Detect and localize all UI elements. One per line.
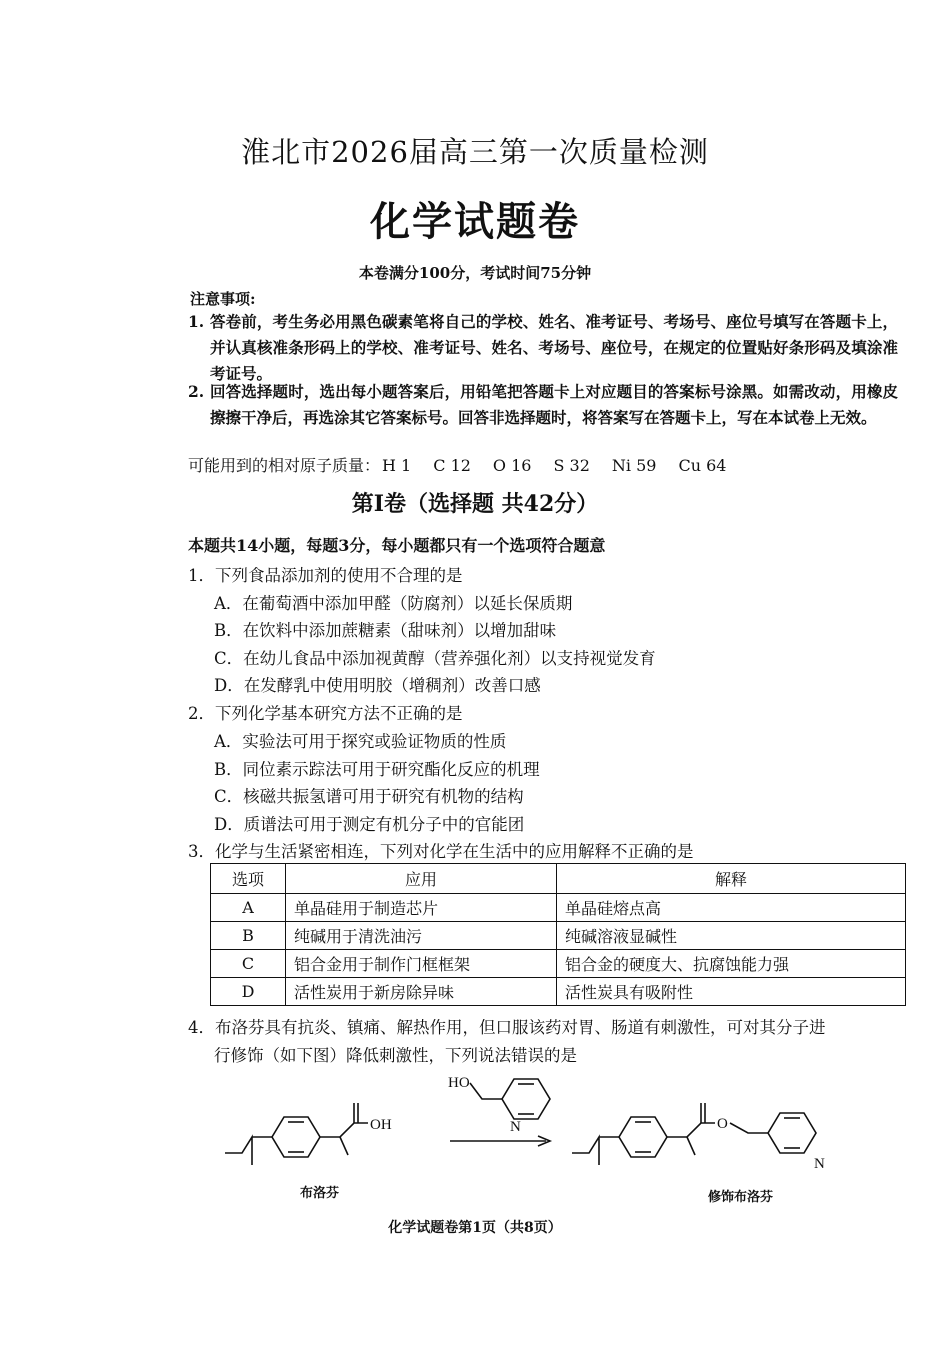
table-row (211, 950, 906, 978)
ibuprofen-label: 布洛芬 (300, 1186, 340, 1201)
table-cell: 单晶硅熔点高 (557, 894, 906, 922)
nitrogen-label: N (814, 1156, 825, 1172)
question-stem-continued: 行修饰（如下图）降低刺激性，下列说法错误的是 (214, 1046, 577, 1065)
page-footer: 化学试题卷第1页（共8页） (388, 1220, 562, 1236)
atomic-mass: S 32 (553, 456, 590, 475)
notice-heading: 注意事项: (190, 290, 256, 308)
answer-option: C．核磁共振氢谱可用于研究有机物的结构 (214, 787, 524, 806)
notice-item (188, 379, 898, 459)
modified-ibuprofen-label: 修饰布洛芬 (708, 1190, 774, 1205)
answer-option: A．实验法可用于探究或验证物质的性质 (214, 732, 507, 751)
table-cell: D (211, 978, 286, 1006)
atomic-mass: Cu 64 (678, 456, 727, 475)
atomic-mass: C 12 (433, 456, 471, 475)
table-cell: 纯碱用于清洗油污 (286, 922, 557, 950)
atomic-mass: O 16 (492, 456, 532, 475)
atomic-masses-label: 可能用到的相对原子质量： (188, 456, 381, 475)
table-header: 应用 (286, 864, 557, 894)
atomic-masses (188, 453, 748, 476)
notice-number: 1. (188, 312, 205, 331)
table-cell: 铝合金用于制作门框框架 (286, 950, 557, 978)
question-stem: 4．布洛芬具有抗炎、镇痛、解热作用，但口服该药对胃、肠道有刺激性，可对其分子进 (188, 1018, 826, 1037)
table-cell: A (211, 894, 286, 922)
atomic-mass: H 1 (382, 456, 412, 475)
question-stem: 2．下列化学基本研究方法不正确的是 (188, 704, 463, 723)
notice-text: 答卷前，考生务必用黑色碳素笔将自己的学校、姓名、准考证号、考场号、座位号填写在答题卡上，并认真核准条形码上的学校、准考证号、姓名、考场号、座位号，在规定的位置贴好条形码及填涂准考证号。 (210, 312, 898, 383)
pyridine-ring (502, 1079, 550, 1119)
table-cell: B (211, 922, 286, 950)
table-header: 选项 (211, 864, 286, 894)
isobutyl-group (225, 1137, 252, 1165)
question-stem: 3．化学与生活紧密相连，下列对化学在生活中的应用解释不正确的是 (188, 842, 694, 861)
table-cell: 铝合金的硬度大、抗腐蚀能力强 (557, 950, 906, 978)
hydroxyl-label: OH (370, 1117, 392, 1133)
table-cell: 活性炭具有吸附性 (557, 978, 906, 1006)
page-title: 化学试题卷 (370, 198, 580, 245)
oxygen-label: O (717, 1116, 728, 1132)
benzene-ring (272, 1117, 320, 1157)
section-intro: 本题共14小题，每题3分，每小题都只有一个选项符合题意 (188, 536, 606, 555)
hydroxyl-label: HO (448, 1075, 470, 1091)
table-row (211, 894, 906, 922)
answer-option: D．质谱法可用于测定有机分子中的官能团 (214, 815, 525, 834)
answer-option: C．在幼儿食品中添加视黄醇（营养强化剂）以支持视觉发育 (214, 649, 656, 668)
answer-option: A．在葡萄酒中添加甲醛（防腐剂）以延长保质期 (214, 594, 573, 613)
q3-table (210, 863, 906, 1006)
nitrogen-label: N (510, 1119, 521, 1135)
table-cell: 单晶硅用于制造芯片 (286, 894, 557, 922)
table-cell: 纯碱溶液显碱性 (557, 922, 906, 950)
exam-header: 淮北市2026届高三第一次质量检测 (241, 135, 709, 169)
answer-option: D．在发酵乳中使用明胶（增稠剂）改善口感 (214, 676, 541, 695)
answer-option: B．同位素示踪法可用于研究酯化反应的机理 (214, 760, 540, 779)
table-header: 解释 (557, 864, 906, 894)
table-cell: C (211, 950, 286, 978)
answer-option: B．在饮料中添加蔗糖素（甜味剂）以增加甜味 (214, 621, 557, 640)
table-cell: 活性炭用于新房除异味 (286, 978, 557, 1006)
atomic-mass: Ni 59 (611, 456, 657, 475)
notice-item (188, 309, 898, 389)
question-stem: 1．下列食品添加剂的使用不合理的是 (188, 566, 463, 585)
table-header-row (211, 864, 906, 894)
table-row (211, 922, 906, 950)
section-title: 第Ⅰ卷（选择题 共42分） (351, 491, 599, 517)
table-row (211, 978, 906, 1006)
notice-number: 2. (188, 382, 205, 401)
exam-info: 本卷满分100分，考试时间75分钟 (358, 264, 592, 282)
notice-text: 回答选择题时，选出每小题答案后，用铅笔把答题卡上对应题目的答案标号涂黑。如需改动，用橡皮擦擦干净后，再选涂其它答案标号。回答非选择题时，将答案写在答题卡上，写在本试卷上无效。 (210, 382, 898, 427)
